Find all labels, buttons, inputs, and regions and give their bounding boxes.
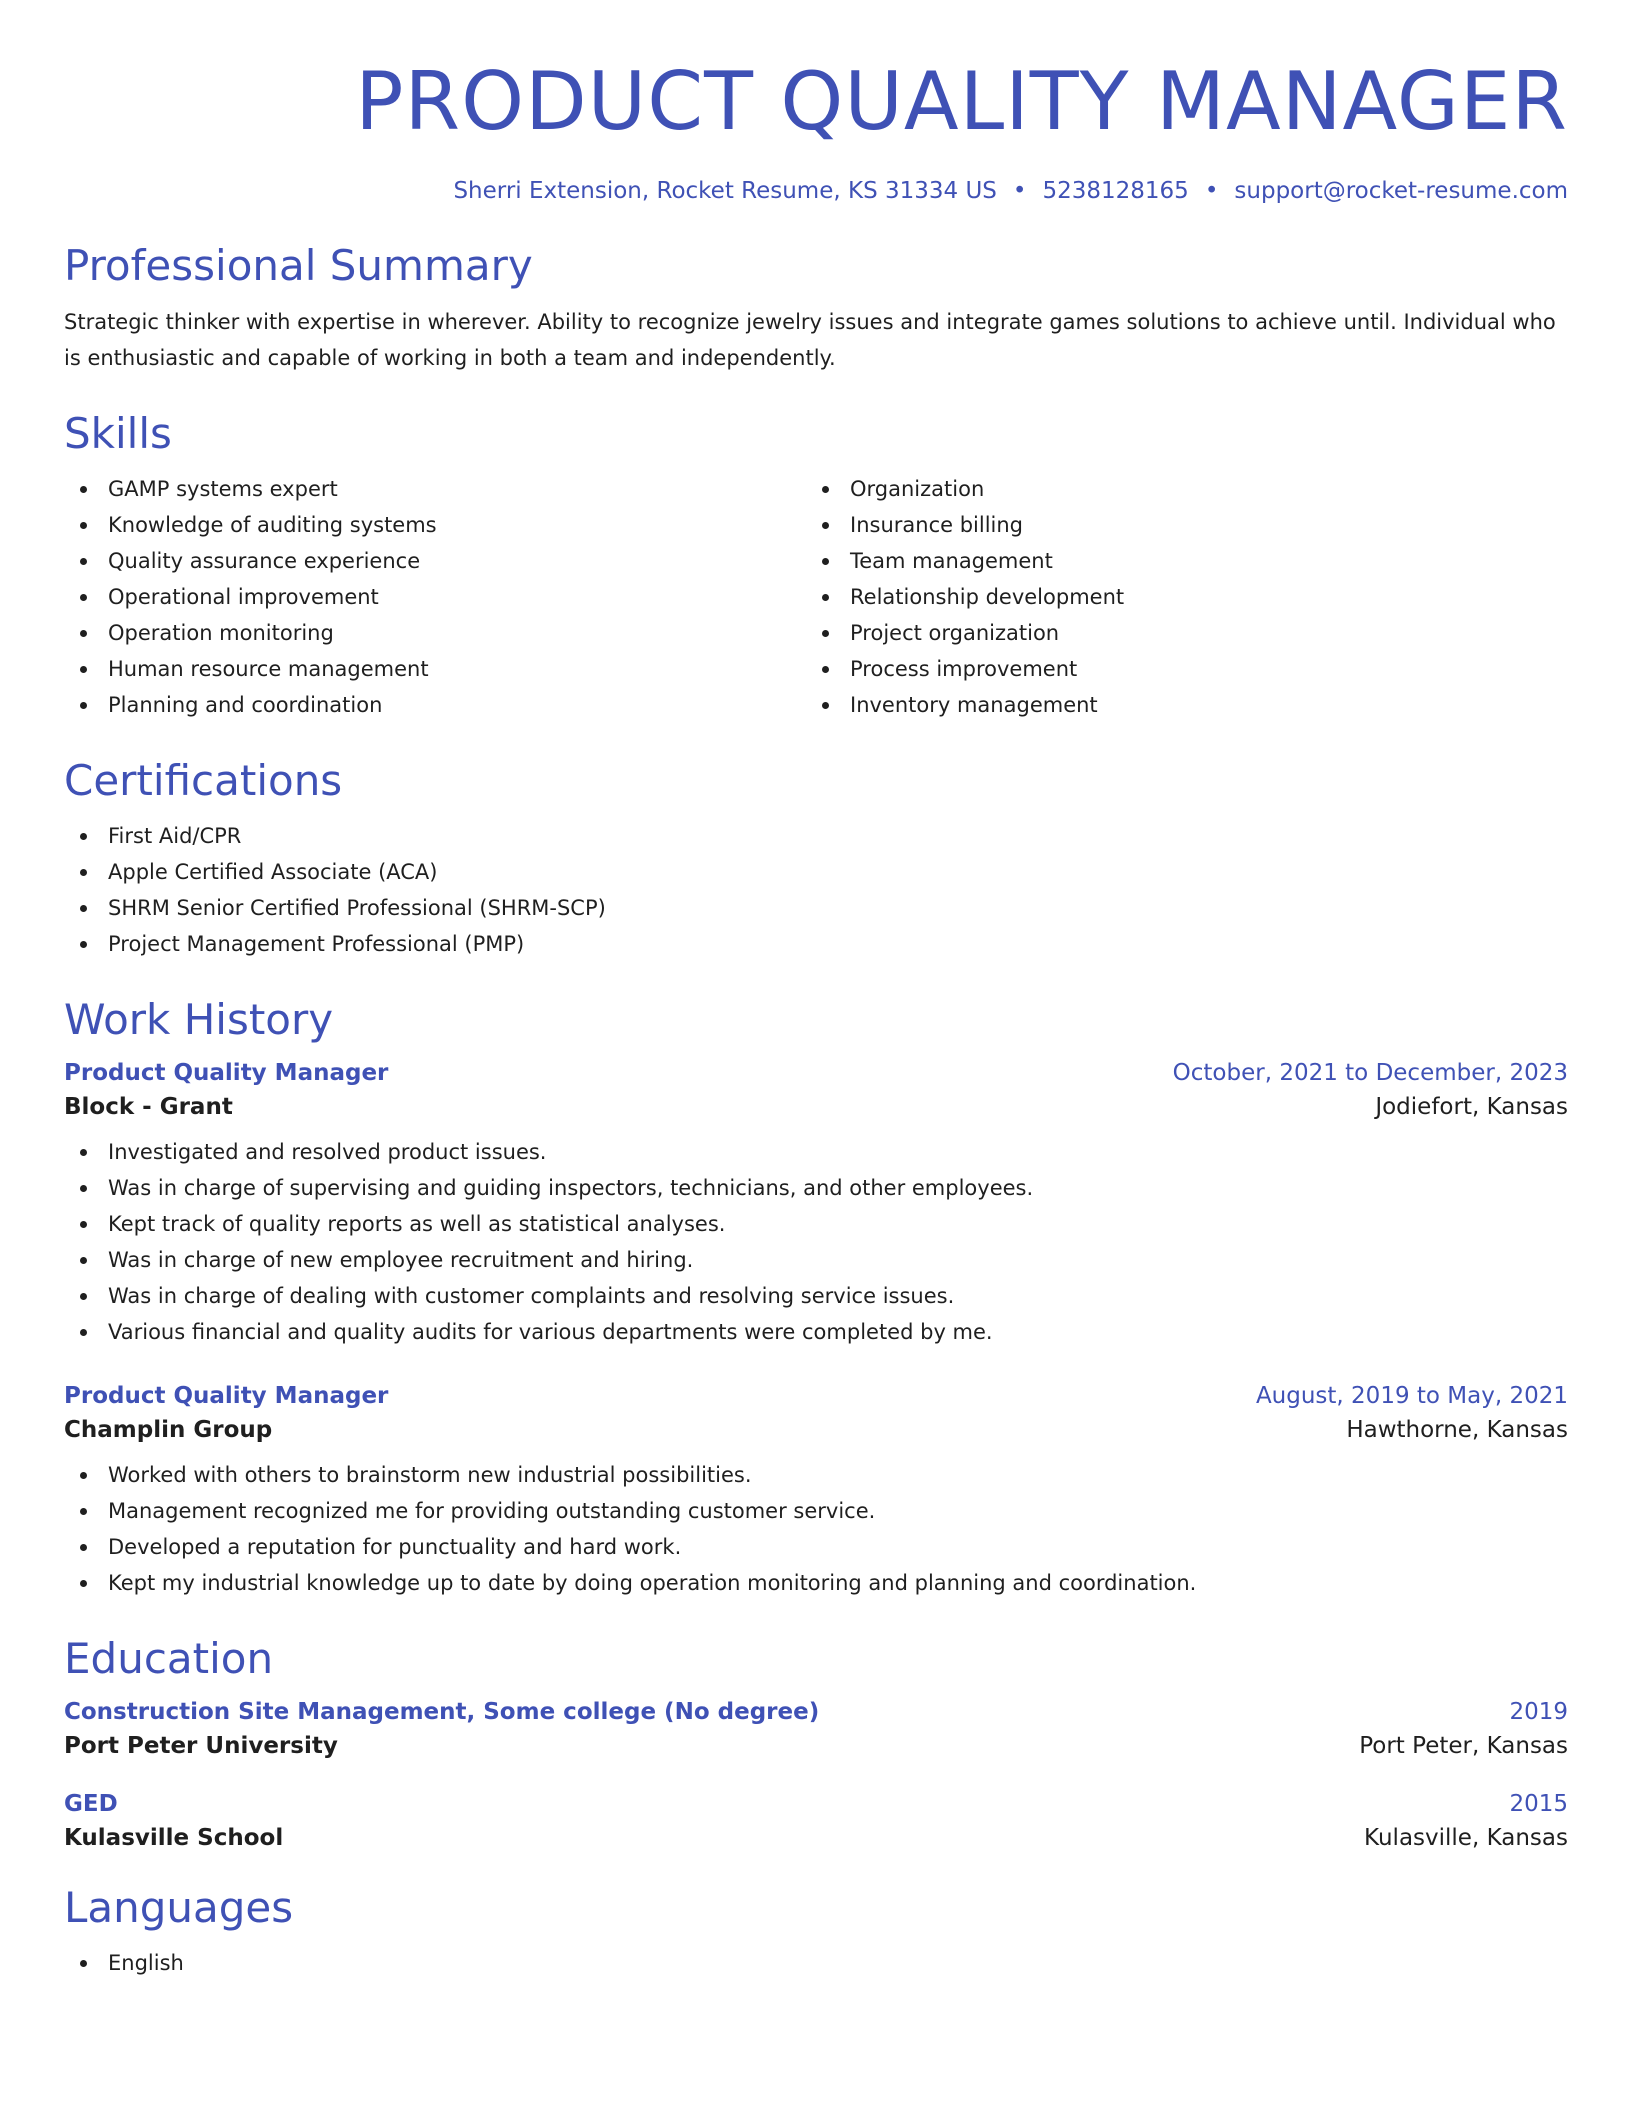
certifications-heading: Certifications: [64, 756, 343, 805]
skill-item: GAMP systems expert: [64, 471, 806, 507]
job-duty: Was in charge of supervising and guiding inspectors, technicians, and other employees.: [64, 1170, 1568, 1206]
job-duty: Investigated and resolved product issues.: [64, 1134, 1568, 1170]
skills-left-column: [64, 471, 806, 723]
job-company: Champlin Group: [64, 1417, 273, 1443]
job-subheader: [64, 1417, 1568, 1443]
skill-item: Project organization: [806, 615, 1548, 651]
job-dates: October, 2021 to December, 2023: [1172, 1060, 1568, 1086]
job-duty: Was in charge of dealing with customer complaints and resolving service issues.: [64, 1278, 1568, 1314]
education-location: Kulasville, Kansas: [1364, 1825, 1568, 1851]
skill-item: Team management: [806, 543, 1548, 579]
skills-list: [64, 471, 1568, 723]
education-entry: [64, 1791, 1568, 1851]
contact-address: Sherri Extension, Rocket Resume, KS 31334 US: [453, 178, 997, 204]
certifications-list: [64, 818, 1568, 962]
education-school: Kulasville School: [64, 1825, 284, 1851]
skills-right-column: [806, 471, 1548, 723]
resume-page: [64, 0, 1568, 1981]
job-duty: Management recognized me for providing outstanding customer service.: [64, 1493, 1568, 1529]
education-degree: Construction Site Management, Some college (No degree): [64, 1699, 820, 1725]
certification-item: Project Management Professional (PMP): [64, 926, 1568, 962]
skill-item: Relationship development: [806, 579, 1548, 615]
contact-line: [64, 178, 1568, 204]
contact-separator: •: [1012, 178, 1027, 204]
contact-separator: •: [1204, 178, 1219, 204]
education-location: Port Peter, Kansas: [1359, 1733, 1568, 1759]
skill-item: Human resource management: [64, 651, 806, 687]
job-header: [64, 1060, 1568, 1086]
education-header: [64, 1699, 1568, 1725]
job-subheader: [64, 1094, 1568, 1120]
language-item: English: [64, 1945, 1568, 1981]
education-entry: [64, 1699, 1568, 1759]
education-degree: GED: [64, 1791, 118, 1817]
work-history-heading: Work History: [64, 995, 334, 1044]
job-title: Product Quality Manager: [64, 1383, 389, 1409]
skill-item: Operational improvement: [64, 579, 806, 615]
job-duty: Worked with others to brainstorm new industrial possibilities.: [64, 1457, 1568, 1493]
job-duty: Developed a reputation for punctuality and hard work.: [64, 1529, 1568, 1565]
skill-item: Process improvement: [806, 651, 1548, 687]
job-duty: Various financial and quality audits for various departments were completed by me.: [64, 1314, 1568, 1350]
education-heading: Education: [64, 1634, 274, 1683]
job-duty: Kept track of quality reports as well as statistical analyses.: [64, 1206, 1568, 1242]
summary-heading: Professional Summary: [64, 241, 533, 290]
certification-item: SHRM Senior Certified Professional (SHRM-SCP): [64, 890, 1568, 926]
contact-email[interactable]: support@rocket-resume.com: [1234, 178, 1568, 204]
skill-item: Inventory management: [806, 687, 1548, 723]
skill-item: Quality assurance experience: [64, 543, 806, 579]
education-header: [64, 1791, 1568, 1817]
education-subheader: [64, 1733, 1568, 1759]
skill-item: Organization: [806, 471, 1548, 507]
skill-item: Knowledge of auditing systems: [64, 507, 806, 543]
job-header: [64, 1383, 1568, 1409]
skill-item: Insurance billing: [806, 507, 1548, 543]
job-duty: Kept my industrial knowledge up to date by doing operation monitoring and planning and coordination.: [64, 1565, 1568, 1601]
skills-heading: Skills: [64, 409, 172, 458]
job-entry: [64, 1060, 1568, 1350]
job-location: Jodiefort, Kansas: [1375, 1094, 1568, 1120]
certification-item: Apple Certified Associate (ACA): [64, 854, 1568, 890]
languages-heading: Languages: [64, 1883, 294, 1932]
job-dates: August, 2019 to May, 2021: [1255, 1383, 1568, 1409]
education-year: 2019: [1509, 1699, 1568, 1725]
summary-text: Strategic thinker with expertise in wherever. Ability to recognize jewelry issues and integrate games solutions to achieve until. Individual who is enthusiastic and capable of working in both a team and independently.: [64, 310, 1556, 370]
job-title: Product Quality Manager: [64, 1060, 389, 1086]
education-subheader: [64, 1825, 1568, 1851]
skill-item: Planning and coordination: [64, 687, 806, 723]
job-location: Hawthorne, Kansas: [1346, 1417, 1568, 1443]
job-duties-list: [64, 1457, 1568, 1601]
resume-name: PRODUCT QUALITY MANAGER: [355, 55, 1568, 148]
skill-item: Operation monitoring: [64, 615, 806, 651]
languages-list: [64, 1945, 1568, 1981]
contact-phone: 5238128165: [1042, 178, 1189, 204]
education-year: 2015: [1509, 1791, 1568, 1817]
job-entry: [64, 1383, 1568, 1601]
certification-item: First Aid/CPR: [64, 818, 1568, 854]
education-school: Port Peter University: [64, 1733, 338, 1759]
job-duties-list: [64, 1134, 1568, 1350]
job-company: Block - Grant: [64, 1094, 233, 1120]
job-duty: Was in charge of new employee recruitment and hiring.: [64, 1242, 1568, 1278]
